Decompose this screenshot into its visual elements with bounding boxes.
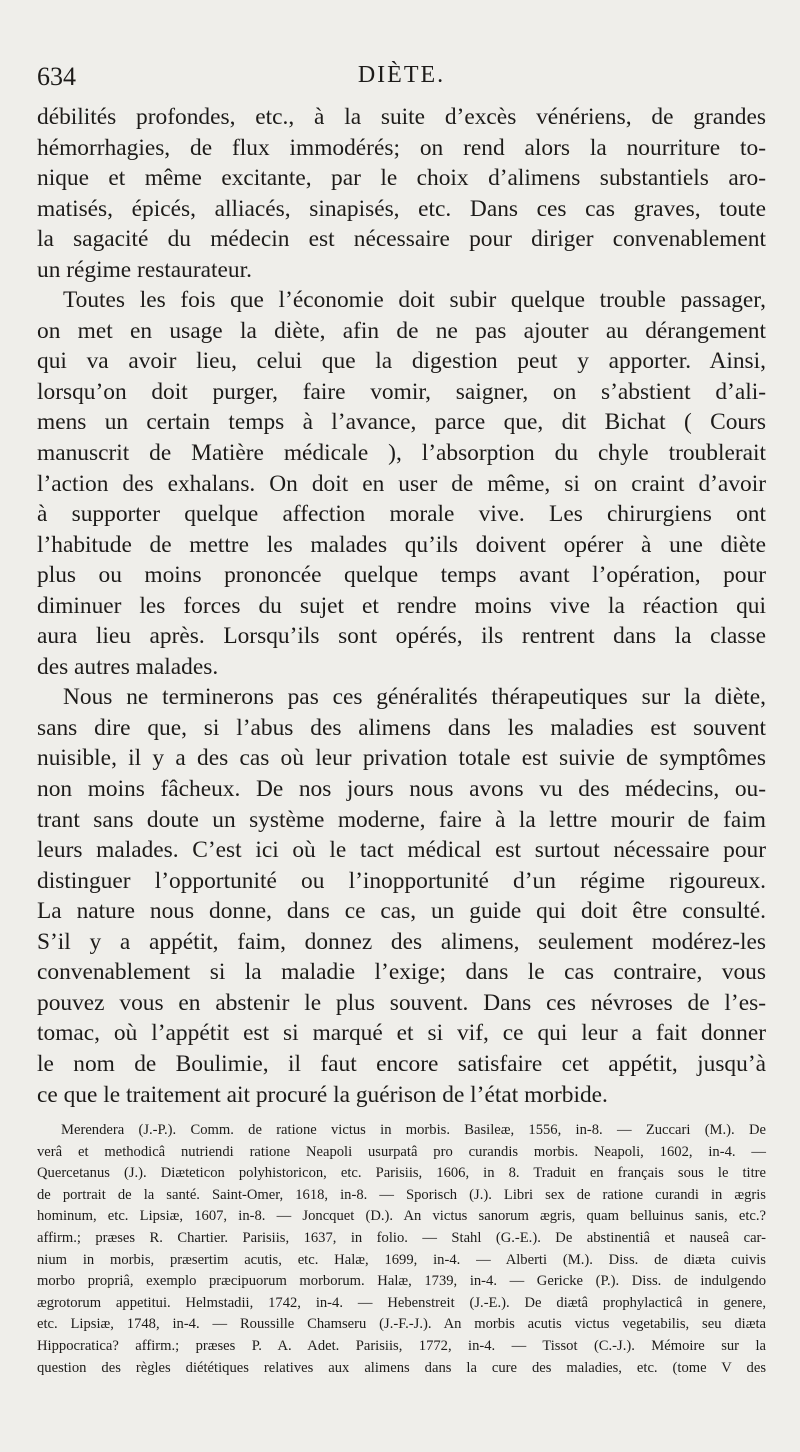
text-line: Nous ne terminerons pas ces généralités thérapeutiques sur la diète, [63,684,766,711]
footnote-line: morbo propriâ, exemplo præcipuorum morborum. Halæ, 1739, in-4. — Gericke (P.). Diss. de indulgendo [37,1273,766,1290]
text-line: Toutes les fois que l’économie doit subir quelque trouble passager, [63,287,766,314]
text-line: nuisible, il y a des cas où leur privation totale est suivie de symptômes [37,745,766,772]
text-line: La nature nous donne, dans ce cas, un guide qui doit être consulté. [37,898,766,925]
footnotes [37,1120,766,1379]
text-line: leurs malades. C’est ici où le tact médical est surtout nécessaire pour [37,837,766,864]
text-line: ce que le traitement ait procuré la guérison de l’état morbide. [37,1081,608,1108]
running-head [37,58,766,102]
text-line: des autres malades. [37,653,219,680]
text-line: distinguer l’opportunité ou l’inopportunité d’un régime rigoureux. [37,867,766,894]
text-line: hémorrhagies, de flux immodérés; on rend alors la nourriture to- [37,134,766,161]
footnote-line: verâ et methodicâ nutriendi ratione Neapoli usurpatâ pro curandis morbis. Neapoli, 1602, in-4. — [37,1143,766,1160]
text-line: trant sans doute un système moderne, faire à la lettre mourir de faim [37,806,766,833]
text-line: manuscrit de Matière médicale ), l’absorption du chyle troublerait [37,440,766,467]
main-text [37,102,766,1110]
footnote-line: Hippocratica? affirm.; præses P. A. Adet. Parisiis, 1772, in-4. — Tissot (C.-J.). Mémoire sur la [37,1337,766,1354]
text-line: plus ou moins prononcée quelque temps avant l’opération, pour [37,562,766,589]
page-number: 634 [37,62,76,91]
footnote-line: Merendera (J.-P.). Comm. de ratione victus in morbis. Basileæ, 1556, in-8. — Zuccari (M.). De [61,1122,766,1139]
text-line: un régime restaurateur. [37,256,252,283]
text-line: mens un certain temps à l’avance, parce que, dit Bichat ( Cours [37,409,766,436]
text-line: nique et même excitante, par le choix d’alimens substantiels aro- [37,165,766,192]
footnote-line: ægrotorum appetitui. Helmstadii, 1742, in-4. — Hebenstreit (J.-E.). De diætâ prophylacticâ in genere, [37,1294,766,1311]
text-line: lorsqu’on doit purger, faire vomir, saigner, on s’abstient d’ali- [37,378,766,405]
text-line: la sagacité du médecin est nécessaire pour diriger convenablement [37,226,766,253]
text-line: sans dire que, si l’abus des alimens dans les maladies est souvent [37,714,766,741]
text-line: tomac, où l’appétit est si marqué et si vif, ce qui leur a fait donner [37,1020,766,1047]
text-line: débilités profondes, etc., à la suite d’excès vénériens, de grandes [37,104,766,130]
footnote-line: de portrait de la santé. Saint-Omer, 1618, in-8. — Sporisch (J.). Libri sex de ratione curandi in ægris [37,1186,766,1203]
text-line: l’habitude de mettre les malades qu’ils doivent opérer à une diète [37,531,766,558]
text-line: on met en usage la diète, afin de ne pas ajouter au dérangement [37,317,766,344]
text-line: S’il y a appétit, faim, donnez des alimens, seulement modérez-les [37,928,766,955]
text-line: non moins fâcheux. De nos jours nous avons vu des médecins, ou- [37,776,766,803]
footnote-line: etc. Lipsiæ, 1748, in-4. — Roussille Chamseru (J.-F.-J.). An morbis acutis victus vegetabilis, seu diæta [37,1316,766,1333]
header-title: DIÈTE. [357,62,446,88]
text-line: à supporter quelque affection morale vive. Les chirurgiens ont [37,501,766,528]
footnote-line: hominum, etc. Lipsiæ, 1607, in-8. — Joncquet (D.). An victus sanorum ægris, quam belluinus sanis, etc.? [37,1208,766,1225]
text-line: pouvez vous en abstenir le plus souvent. Dans ces névroses de l’es- [37,989,766,1016]
text-line: matisés, épicés, alliacés, sinapisés, etc. Dans ces cas graves, toute [37,195,766,222]
footnote-line: affirm.; præses R. Chartier. Parisiis, 1637, in folio. — Stahl (G.-E.). De abstinentiâ et nauseâ car- [37,1230,766,1247]
text-line: le nom de Boulimie, il faut encore satisfaire cet appétit, jusqu’à [37,1050,766,1077]
footnote-line: nium in morbis, præsertim acutis, etc. Halæ, 1699, in-4. — Alberti (M.). Diss. de diæta cuivis [37,1251,766,1268]
text-line: qui va avoir lieu, celui que la digestion peut y apporter. Ainsi, [37,348,766,375]
footnote-line: Quercetanus (J.). Diæteticon polyhistoricon, etc. Parisiis, 1606, in 8. Traduit en français sous le titre [37,1165,766,1182]
text-line: l’action des exhalans. On doit en user de même, si on craint d’avoir [37,470,766,497]
text-line: convenablement si la maladie l’exige; dans le cas contraire, vous [37,959,766,986]
text-line: aura lieu après. Lorsqu’ils sont opérés, ils rentrent dans la classe [37,623,766,650]
text-line: diminuer les forces du sujet et rendre moins vive la réaction qui [37,592,766,619]
footnote-line: question des règles diététiques relatives aux alimens dans la cure des maladies, etc. (tome V des [37,1359,766,1376]
